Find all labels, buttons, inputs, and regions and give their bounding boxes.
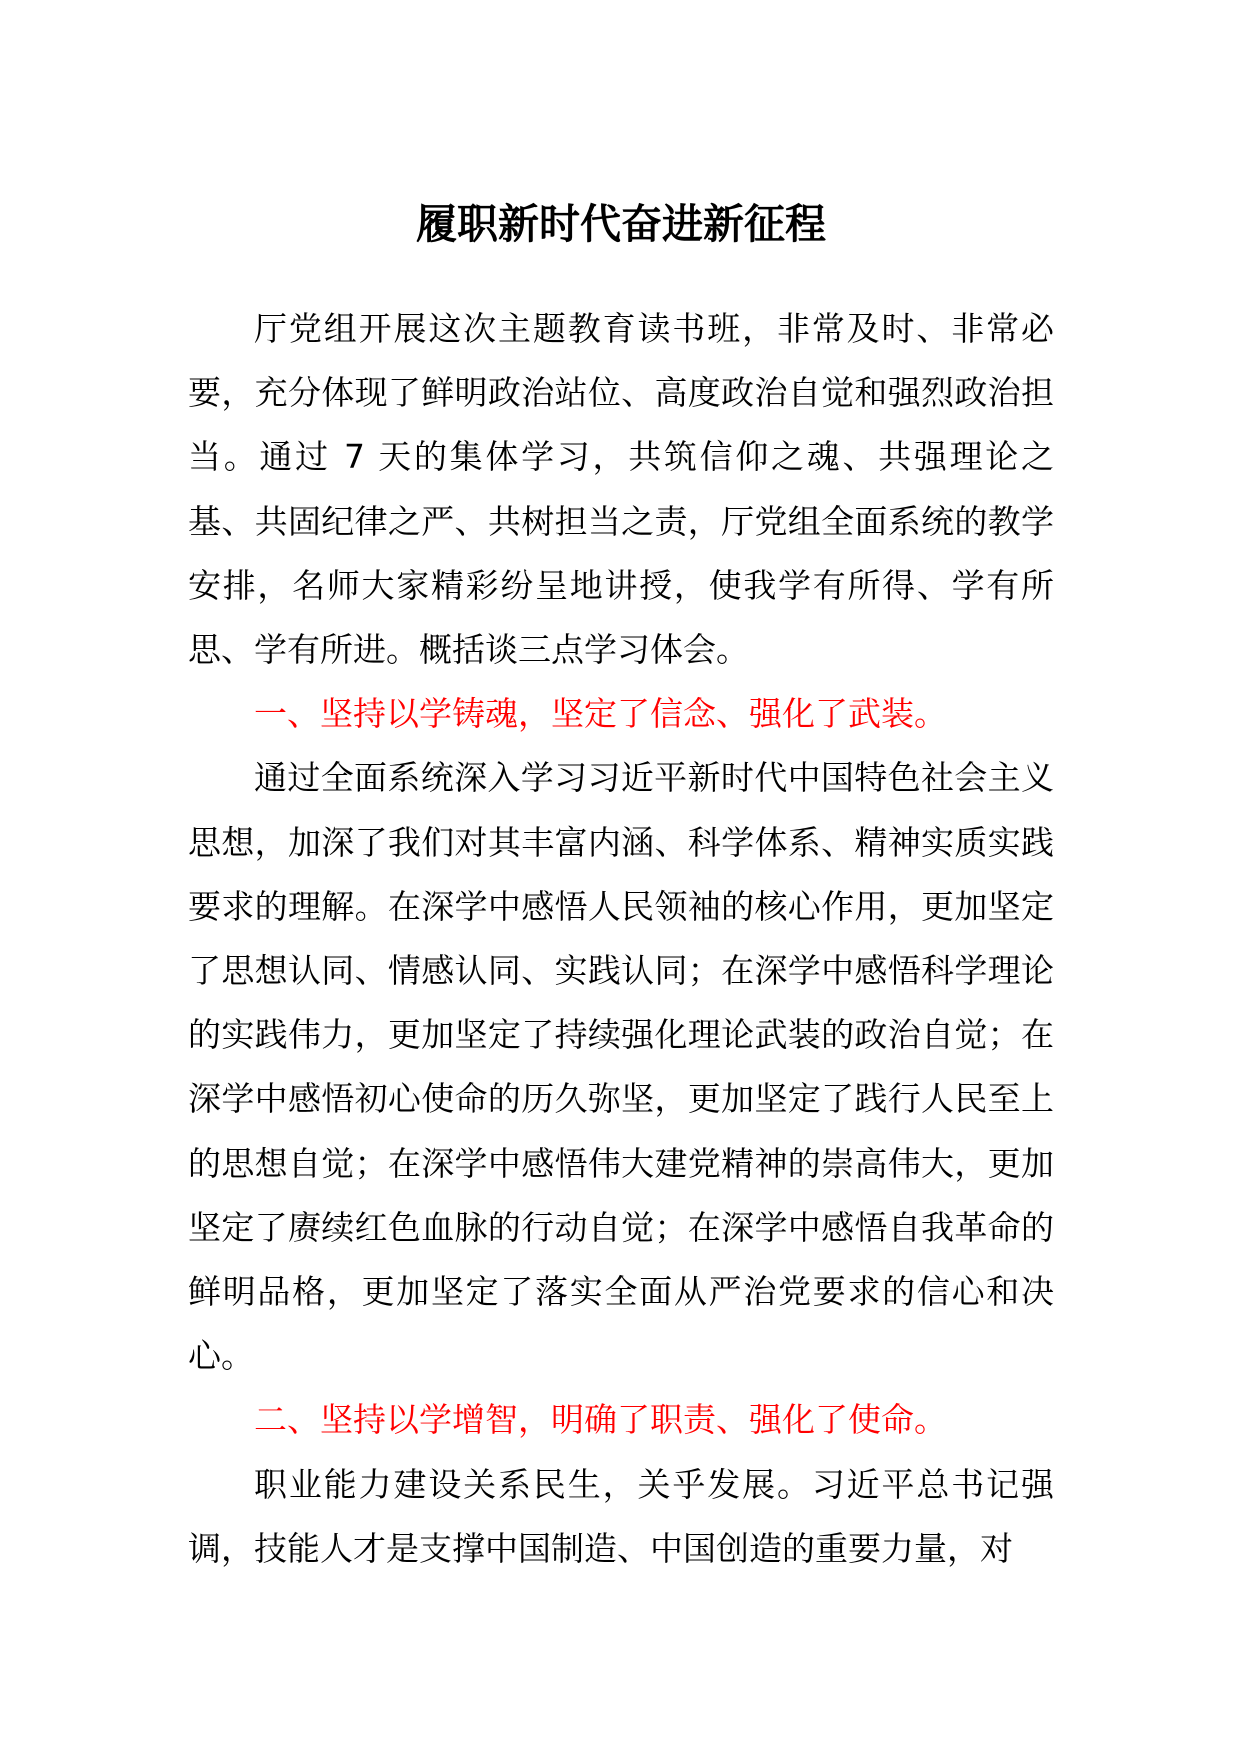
document-title: 履职新时代奋进新征程: [416, 200, 826, 248]
intro-paragraph: 厅党组开展这次主题教育读书班，非常及时、非常必要，充分体现了鲜明政治站位、高度政治自觉和强烈政治担当。通过 7 天的集体学习，共筑信仰之魂、共强理论之基、共固纪律之严、共树担当之责，厅党组全面系统的教学安排，名师大家精彩纷呈地讲授，使我学有所得、学有所思、学有所进。概括谈三点学习体会。: [188, 309, 1054, 670]
section-1-paragraph: 通过全面系统深入学习习近平新时代中国特色社会主义思想，加深了我们对其丰富内涵、科学体系、精神实质实践要求的理解。在深学中感悟人民领袖的核心作用，更加坚定了思想认同、情感认同、实践认同；在深学中感悟科学理论的实践伟力，更加坚定了持续强化理论武装的政治自觉；在深学中感悟初心使命的历久弥坚，更加坚定了践行人民至上的思想自觉；在深学中感悟伟大建党精神的崇高伟大，更加坚定了赓续红色血脉的行动自觉；在深学中感悟自我革命的鲜明品格，更加坚定了落实全面从严治党要求的信心和决心。: [188, 758, 1054, 1376]
section-heading-2: 二、坚持以学增智，明确了职责、强化了使命。: [254, 1400, 947, 1440]
section-2-paragraph: 职业能力建设关系民生，关乎发展。习近平总书记强调，技能人才是支撑中国制造、中国创造的重要力量，对: [188, 1464, 1054, 1568]
document-body: [188, 297, 1054, 1581]
section-heading-1: 一、坚持以学铸魂，坚定了信念、强化了武装。: [254, 694, 947, 734]
